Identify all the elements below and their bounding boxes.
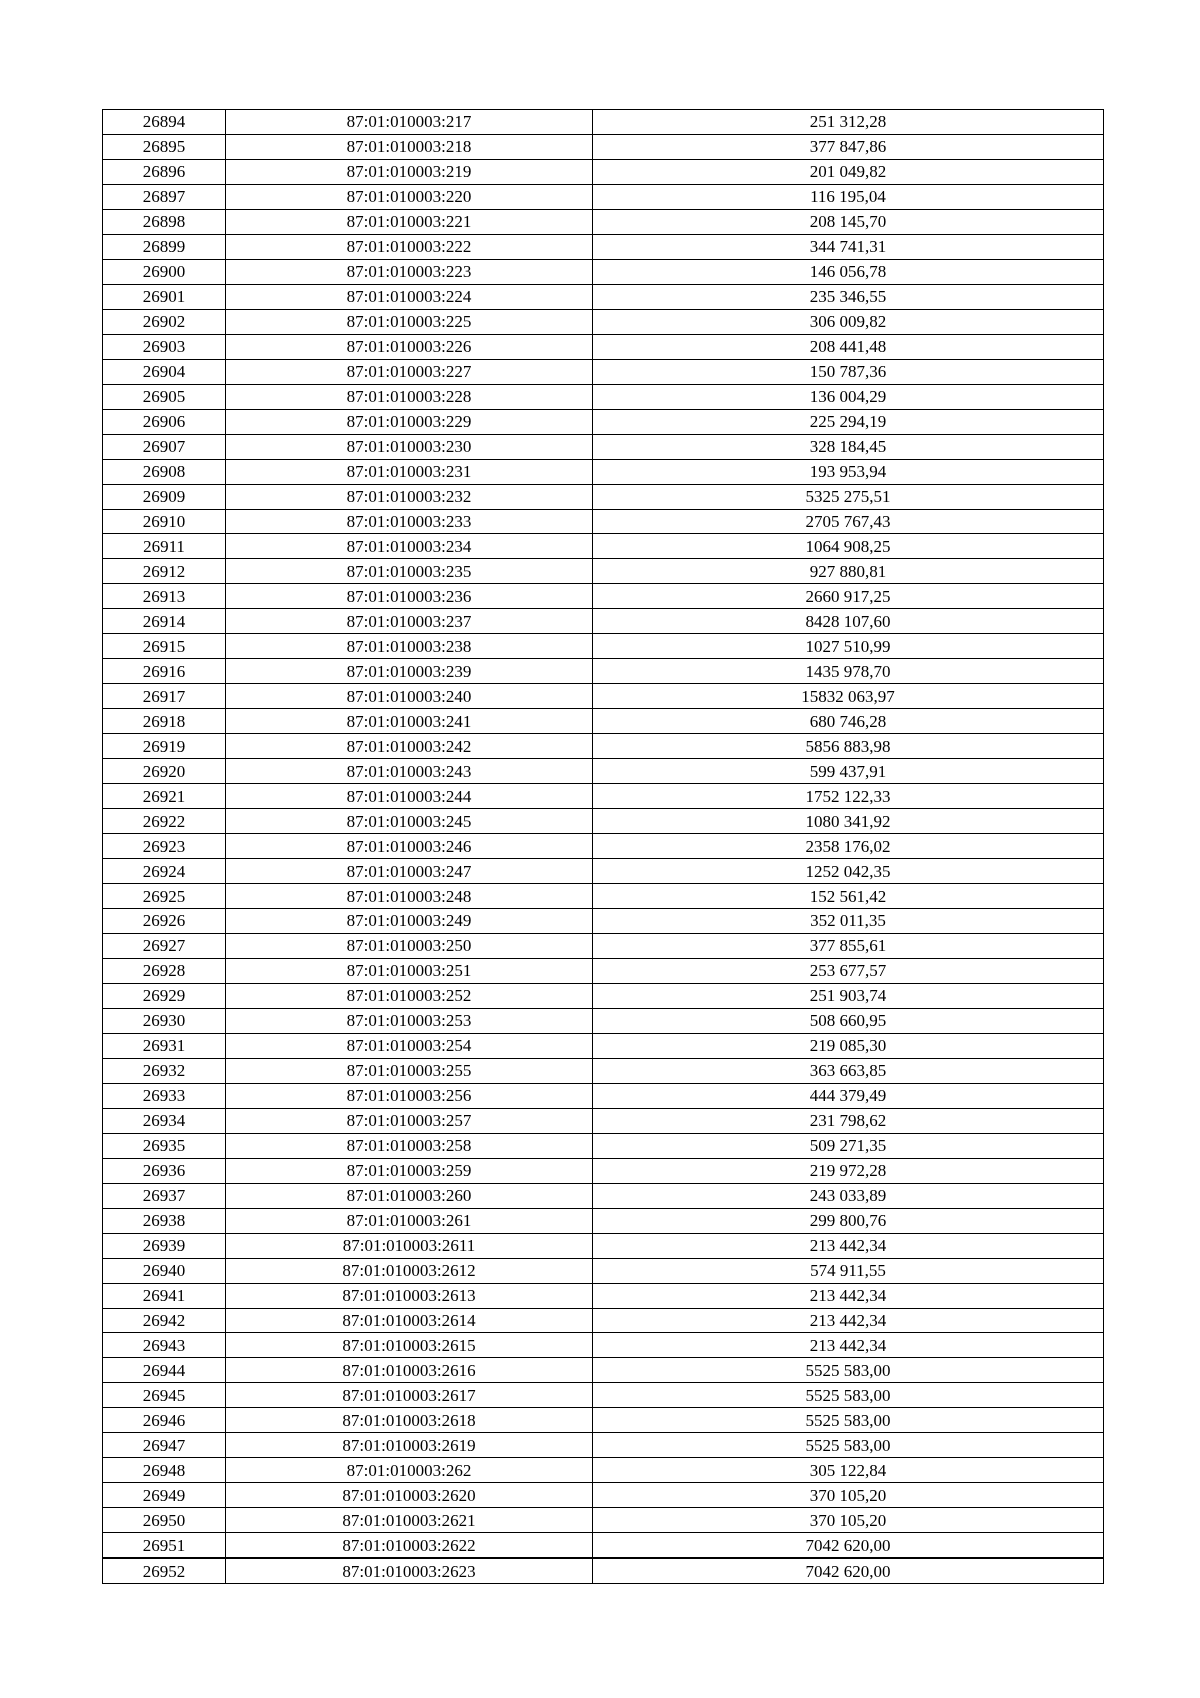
cadastral-value-table xyxy=(102,109,1104,1584)
cadastral-number-cell: 87:01:010003:240 xyxy=(226,684,593,709)
value-cell: 5525 583,00 xyxy=(593,1358,1104,1383)
table-row xyxy=(103,534,1104,559)
table-row xyxy=(103,1308,1104,1333)
row-number-cell: 26897 xyxy=(103,184,226,209)
cadastral-number-cell: 87:01:010003:223 xyxy=(226,259,593,284)
row-number-cell: 26906 xyxy=(103,409,226,434)
value-cell: 235 346,55 xyxy=(593,284,1104,309)
cadastral-number-cell: 87:01:010003:236 xyxy=(226,584,593,609)
row-number-cell: 26912 xyxy=(103,559,226,584)
table-row xyxy=(103,1533,1104,1558)
cadastral-number-cell: 87:01:010003:258 xyxy=(226,1133,593,1158)
cadastral-number-cell: 87:01:010003:2614 xyxy=(226,1308,593,1333)
table-row xyxy=(103,1108,1104,1133)
row-number-cell: 26940 xyxy=(103,1258,226,1283)
row-number-cell: 26939 xyxy=(103,1233,226,1258)
row-number-cell: 26924 xyxy=(103,859,226,884)
value-cell: 208 145,70 xyxy=(593,209,1104,234)
row-number-cell: 26907 xyxy=(103,434,226,459)
cadastral-number-cell: 87:01:010003:257 xyxy=(226,1108,593,1133)
cadastral-number-cell: 87:01:010003:252 xyxy=(226,983,593,1008)
value-cell: 225 294,19 xyxy=(593,409,1104,434)
row-number-cell: 26901 xyxy=(103,284,226,309)
value-cell: 299 800,76 xyxy=(593,1208,1104,1233)
row-number-cell: 26902 xyxy=(103,309,226,334)
table-row xyxy=(103,859,1104,884)
row-number-cell: 26951 xyxy=(103,1533,226,1558)
cadastral-number-cell: 87:01:010003:234 xyxy=(226,534,593,559)
value-cell: 370 105,20 xyxy=(593,1483,1104,1508)
value-cell: 305 122,84 xyxy=(593,1458,1104,1483)
cadastral-number-cell: 87:01:010003:219 xyxy=(226,159,593,184)
table-row xyxy=(103,634,1104,659)
table-row xyxy=(103,359,1104,384)
value-cell: 208 441,48 xyxy=(593,334,1104,359)
table-row xyxy=(103,384,1104,409)
table-row xyxy=(103,933,1104,958)
value-cell: 219 085,30 xyxy=(593,1033,1104,1058)
cadastral-number-cell: 87:01:010003:260 xyxy=(226,1183,593,1208)
table-row xyxy=(103,1033,1104,1058)
cadastral-number-cell: 87:01:010003:261 xyxy=(226,1208,593,1233)
cadastral-number-cell: 87:01:010003:247 xyxy=(226,859,593,884)
row-number-cell: 26945 xyxy=(103,1383,226,1408)
table-row xyxy=(103,1333,1104,1358)
cadastral-number-cell: 87:01:010003:227 xyxy=(226,359,593,384)
value-cell: 2358 176,02 xyxy=(593,834,1104,859)
value-cell: 363 663,85 xyxy=(593,1058,1104,1083)
table-row xyxy=(103,1183,1104,1208)
row-number-cell: 26895 xyxy=(103,134,226,159)
cadastral-number-cell: 87:01:010003:224 xyxy=(226,284,593,309)
cadastral-number-cell: 87:01:010003:245 xyxy=(226,809,593,834)
cadastral-number-cell: 87:01:010003:230 xyxy=(226,434,593,459)
cadastral-number-cell: 87:01:010003:231 xyxy=(226,459,593,484)
value-cell: 213 442,34 xyxy=(593,1233,1104,1258)
row-number-cell: 26923 xyxy=(103,834,226,859)
cadastral-number-cell: 87:01:010003:235 xyxy=(226,559,593,584)
row-number-cell: 26894 xyxy=(103,110,226,135)
row-number-cell: 26936 xyxy=(103,1158,226,1183)
row-number-cell: 26931 xyxy=(103,1033,226,1058)
value-cell: 1252 042,35 xyxy=(593,859,1104,884)
value-cell: 509 271,35 xyxy=(593,1133,1104,1158)
cadastral-number-cell: 87:01:010003:217 xyxy=(226,110,593,135)
table-row xyxy=(103,1083,1104,1108)
value-cell: 152 561,42 xyxy=(593,884,1104,909)
row-number-cell: 26915 xyxy=(103,634,226,659)
row-number-cell: 26918 xyxy=(103,709,226,734)
cadastral-number-cell: 87:01:010003:243 xyxy=(226,759,593,784)
row-number-cell: 26904 xyxy=(103,359,226,384)
table-row xyxy=(103,110,1104,135)
value-cell: 150 787,36 xyxy=(593,359,1104,384)
row-number-cell: 26919 xyxy=(103,734,226,759)
row-number-cell: 26929 xyxy=(103,983,226,1008)
cadastral-number-cell: 87:01:010003:2617 xyxy=(226,1383,593,1408)
cadastral-number-cell: 87:01:010003:253 xyxy=(226,1008,593,1033)
cadastral-number-cell: 87:01:010003:259 xyxy=(226,1158,593,1183)
row-number-cell: 26914 xyxy=(103,609,226,634)
row-number-cell: 26938 xyxy=(103,1208,226,1233)
value-cell: 136 004,29 xyxy=(593,384,1104,409)
table-row xyxy=(103,334,1104,359)
table-row xyxy=(103,1408,1104,1433)
row-number-cell: 26908 xyxy=(103,459,226,484)
row-number-cell: 26910 xyxy=(103,509,226,534)
table-row xyxy=(103,734,1104,759)
value-cell: 251 312,28 xyxy=(593,110,1104,135)
table-row xyxy=(103,958,1104,983)
cadastral-number-cell: 87:01:010003:249 xyxy=(226,909,593,934)
row-number-cell: 26928 xyxy=(103,958,226,983)
value-cell: 444 379,49 xyxy=(593,1083,1104,1108)
table-row xyxy=(103,909,1104,934)
row-number-cell: 26930 xyxy=(103,1008,226,1033)
table-row xyxy=(103,659,1104,684)
cadastral-number-cell: 87:01:010003:2612 xyxy=(226,1258,593,1283)
row-number-cell: 26952 xyxy=(103,1558,226,1583)
value-cell: 213 442,34 xyxy=(593,1333,1104,1358)
cadastral-number-cell: 87:01:010003:262 xyxy=(226,1458,593,1483)
cadastral-number-cell: 87:01:010003:232 xyxy=(226,484,593,509)
cadastral-number-cell: 87:01:010003:256 xyxy=(226,1083,593,1108)
table-row xyxy=(103,259,1104,284)
value-cell: 1435 978,70 xyxy=(593,659,1104,684)
table-row xyxy=(103,159,1104,184)
row-number-cell: 26946 xyxy=(103,1408,226,1433)
value-cell: 7042 620,00 xyxy=(593,1558,1104,1583)
row-number-cell: 26900 xyxy=(103,259,226,284)
row-number-cell: 26934 xyxy=(103,1108,226,1133)
table-row xyxy=(103,1483,1104,1508)
table-row xyxy=(103,684,1104,709)
table-row xyxy=(103,759,1104,784)
cadastral-number-cell: 87:01:010003:2621 xyxy=(226,1508,593,1533)
table-row xyxy=(103,584,1104,609)
table-row xyxy=(103,1433,1104,1458)
value-cell: 5525 583,00 xyxy=(593,1433,1104,1458)
row-number-cell: 26943 xyxy=(103,1333,226,1358)
row-number-cell: 26922 xyxy=(103,809,226,834)
table-body xyxy=(103,110,1104,1584)
value-cell: 5525 583,00 xyxy=(593,1408,1104,1433)
value-cell: 306 009,82 xyxy=(593,309,1104,334)
cadastral-number-cell: 87:01:010003:239 xyxy=(226,659,593,684)
cadastral-number-cell: 87:01:010003:250 xyxy=(226,933,593,958)
row-number-cell: 26942 xyxy=(103,1308,226,1333)
value-cell: 508 660,95 xyxy=(593,1008,1104,1033)
cadastral-number-cell: 87:01:010003:220 xyxy=(226,184,593,209)
row-number-cell: 26933 xyxy=(103,1083,226,1108)
value-cell: 1064 908,25 xyxy=(593,534,1104,559)
value-cell: 5525 583,00 xyxy=(593,1383,1104,1408)
value-cell: 213 442,34 xyxy=(593,1308,1104,1333)
cadastral-number-cell: 87:01:010003:226 xyxy=(226,334,593,359)
row-number-cell: 26950 xyxy=(103,1508,226,1533)
cadastral-number-cell: 87:01:010003:228 xyxy=(226,384,593,409)
cadastral-number-cell: 87:01:010003:254 xyxy=(226,1033,593,1058)
table-row xyxy=(103,184,1104,209)
row-number-cell: 26905 xyxy=(103,384,226,409)
row-number-cell: 26909 xyxy=(103,484,226,509)
table-row xyxy=(103,1133,1104,1158)
cadastral-number-cell: 87:01:010003:244 xyxy=(226,784,593,809)
row-number-cell: 26925 xyxy=(103,884,226,909)
value-cell: 328 184,45 xyxy=(593,434,1104,459)
table-row xyxy=(103,209,1104,234)
value-cell: 370 105,20 xyxy=(593,1508,1104,1533)
row-number-cell: 26899 xyxy=(103,234,226,259)
row-number-cell: 26896 xyxy=(103,159,226,184)
value-cell: 8428 107,60 xyxy=(593,609,1104,634)
cadastral-number-cell: 87:01:010003:2620 xyxy=(226,1483,593,1508)
cadastral-number-cell: 87:01:010003:2618 xyxy=(226,1408,593,1433)
row-number-cell: 26898 xyxy=(103,209,226,234)
value-cell: 599 437,91 xyxy=(593,759,1104,784)
cadastral-number-cell: 87:01:010003:241 xyxy=(226,709,593,734)
table-row xyxy=(103,1558,1104,1583)
cadastral-number-cell: 87:01:010003:2616 xyxy=(226,1358,593,1383)
cadastral-number-cell: 87:01:010003:246 xyxy=(226,834,593,859)
value-cell: 193 953,94 xyxy=(593,459,1104,484)
table-row xyxy=(103,134,1104,159)
cadastral-number-cell: 87:01:010003:233 xyxy=(226,509,593,534)
cadastral-number-cell: 87:01:010003:2615 xyxy=(226,1333,593,1358)
value-cell: 251 903,74 xyxy=(593,983,1104,1008)
cadastral-number-cell: 87:01:010003:2613 xyxy=(226,1283,593,1308)
value-cell: 5856 883,98 xyxy=(593,734,1104,759)
table-row xyxy=(103,409,1104,434)
value-cell: 1027 510,99 xyxy=(593,634,1104,659)
table-row xyxy=(103,434,1104,459)
row-number-cell: 26920 xyxy=(103,759,226,784)
row-number-cell: 26911 xyxy=(103,534,226,559)
cadastral-number-cell: 87:01:010003:225 xyxy=(226,309,593,334)
table-row xyxy=(103,1283,1104,1308)
value-cell: 231 798,62 xyxy=(593,1108,1104,1133)
cadastral-number-cell: 87:01:010003:248 xyxy=(226,884,593,909)
row-number-cell: 26949 xyxy=(103,1483,226,1508)
value-cell: 2660 917,25 xyxy=(593,584,1104,609)
table-row xyxy=(103,1058,1104,1083)
cadastral-number-cell: 87:01:010003:2611 xyxy=(226,1233,593,1258)
row-number-cell: 26926 xyxy=(103,909,226,934)
table-row xyxy=(103,709,1104,734)
row-number-cell: 26944 xyxy=(103,1358,226,1383)
table-row xyxy=(103,1008,1104,1033)
table-row xyxy=(103,234,1104,259)
table-row xyxy=(103,809,1104,834)
table-row xyxy=(103,1208,1104,1233)
table-row xyxy=(103,834,1104,859)
table-row xyxy=(103,1458,1104,1483)
table-row xyxy=(103,459,1104,484)
row-number-cell: 26921 xyxy=(103,784,226,809)
table-row xyxy=(103,983,1104,1008)
value-cell: 574 911,55 xyxy=(593,1258,1104,1283)
cadastral-number-cell: 87:01:010003:229 xyxy=(226,409,593,434)
value-cell: 146 056,78 xyxy=(593,259,1104,284)
value-cell: 377 847,86 xyxy=(593,134,1104,159)
table-row xyxy=(103,284,1104,309)
row-number-cell: 26916 xyxy=(103,659,226,684)
value-cell: 219 972,28 xyxy=(593,1158,1104,1183)
value-cell: 15832 063,97 xyxy=(593,684,1104,709)
value-cell: 344 741,31 xyxy=(593,234,1104,259)
value-cell: 253 677,57 xyxy=(593,958,1104,983)
table-row xyxy=(103,609,1104,634)
cadastral-number-cell: 87:01:010003:251 xyxy=(226,958,593,983)
value-cell: 213 442,34 xyxy=(593,1283,1104,1308)
table-row xyxy=(103,1508,1104,1533)
cadastral-number-cell: 87:01:010003:255 xyxy=(226,1058,593,1083)
value-cell: 5325 275,51 xyxy=(593,484,1104,509)
row-number-cell: 26932 xyxy=(103,1058,226,1083)
table-row xyxy=(103,1383,1104,1408)
cadastral-number-cell: 87:01:010003:218 xyxy=(226,134,593,159)
cadastral-number-cell: 87:01:010003:242 xyxy=(226,734,593,759)
row-number-cell: 26903 xyxy=(103,334,226,359)
value-cell: 1080 341,92 xyxy=(593,809,1104,834)
row-number-cell: 26917 xyxy=(103,684,226,709)
value-cell: 1752 122,33 xyxy=(593,784,1104,809)
cadastral-number-cell: 87:01:010003:237 xyxy=(226,609,593,634)
row-number-cell: 26935 xyxy=(103,1133,226,1158)
cadastral-number-cell: 87:01:010003:238 xyxy=(226,634,593,659)
table-row xyxy=(103,559,1104,584)
value-cell: 352 011,35 xyxy=(593,909,1104,934)
table-row xyxy=(103,784,1104,809)
value-cell: 116 195,04 xyxy=(593,184,1104,209)
cadastral-number-cell: 87:01:010003:221 xyxy=(226,209,593,234)
table-row xyxy=(103,1358,1104,1383)
row-number-cell: 26937 xyxy=(103,1183,226,1208)
table-row xyxy=(103,1233,1104,1258)
table-row xyxy=(103,509,1104,534)
cadastral-number-cell: 87:01:010003:2623 xyxy=(226,1558,593,1583)
cadastral-number-cell: 87:01:010003:2622 xyxy=(226,1533,593,1558)
table-row xyxy=(103,1158,1104,1183)
value-cell: 680 746,28 xyxy=(593,709,1104,734)
value-cell: 927 880,81 xyxy=(593,559,1104,584)
row-number-cell: 26913 xyxy=(103,584,226,609)
row-number-cell: 26927 xyxy=(103,933,226,958)
cadastral-number-cell: 87:01:010003:2619 xyxy=(226,1433,593,1458)
table-row xyxy=(103,884,1104,909)
cadastral-number-cell: 87:01:010003:222 xyxy=(226,234,593,259)
table-row xyxy=(103,484,1104,509)
table-row xyxy=(103,309,1104,334)
value-cell: 377 855,61 xyxy=(593,933,1104,958)
value-cell: 201 049,82 xyxy=(593,159,1104,184)
value-cell: 2705 767,43 xyxy=(593,509,1104,534)
table-row xyxy=(103,1258,1104,1283)
row-number-cell: 26948 xyxy=(103,1458,226,1483)
value-cell: 7042 620,00 xyxy=(593,1533,1104,1558)
value-cell: 243 033,89 xyxy=(593,1183,1104,1208)
row-number-cell: 26941 xyxy=(103,1283,226,1308)
row-number-cell: 26947 xyxy=(103,1433,226,1458)
